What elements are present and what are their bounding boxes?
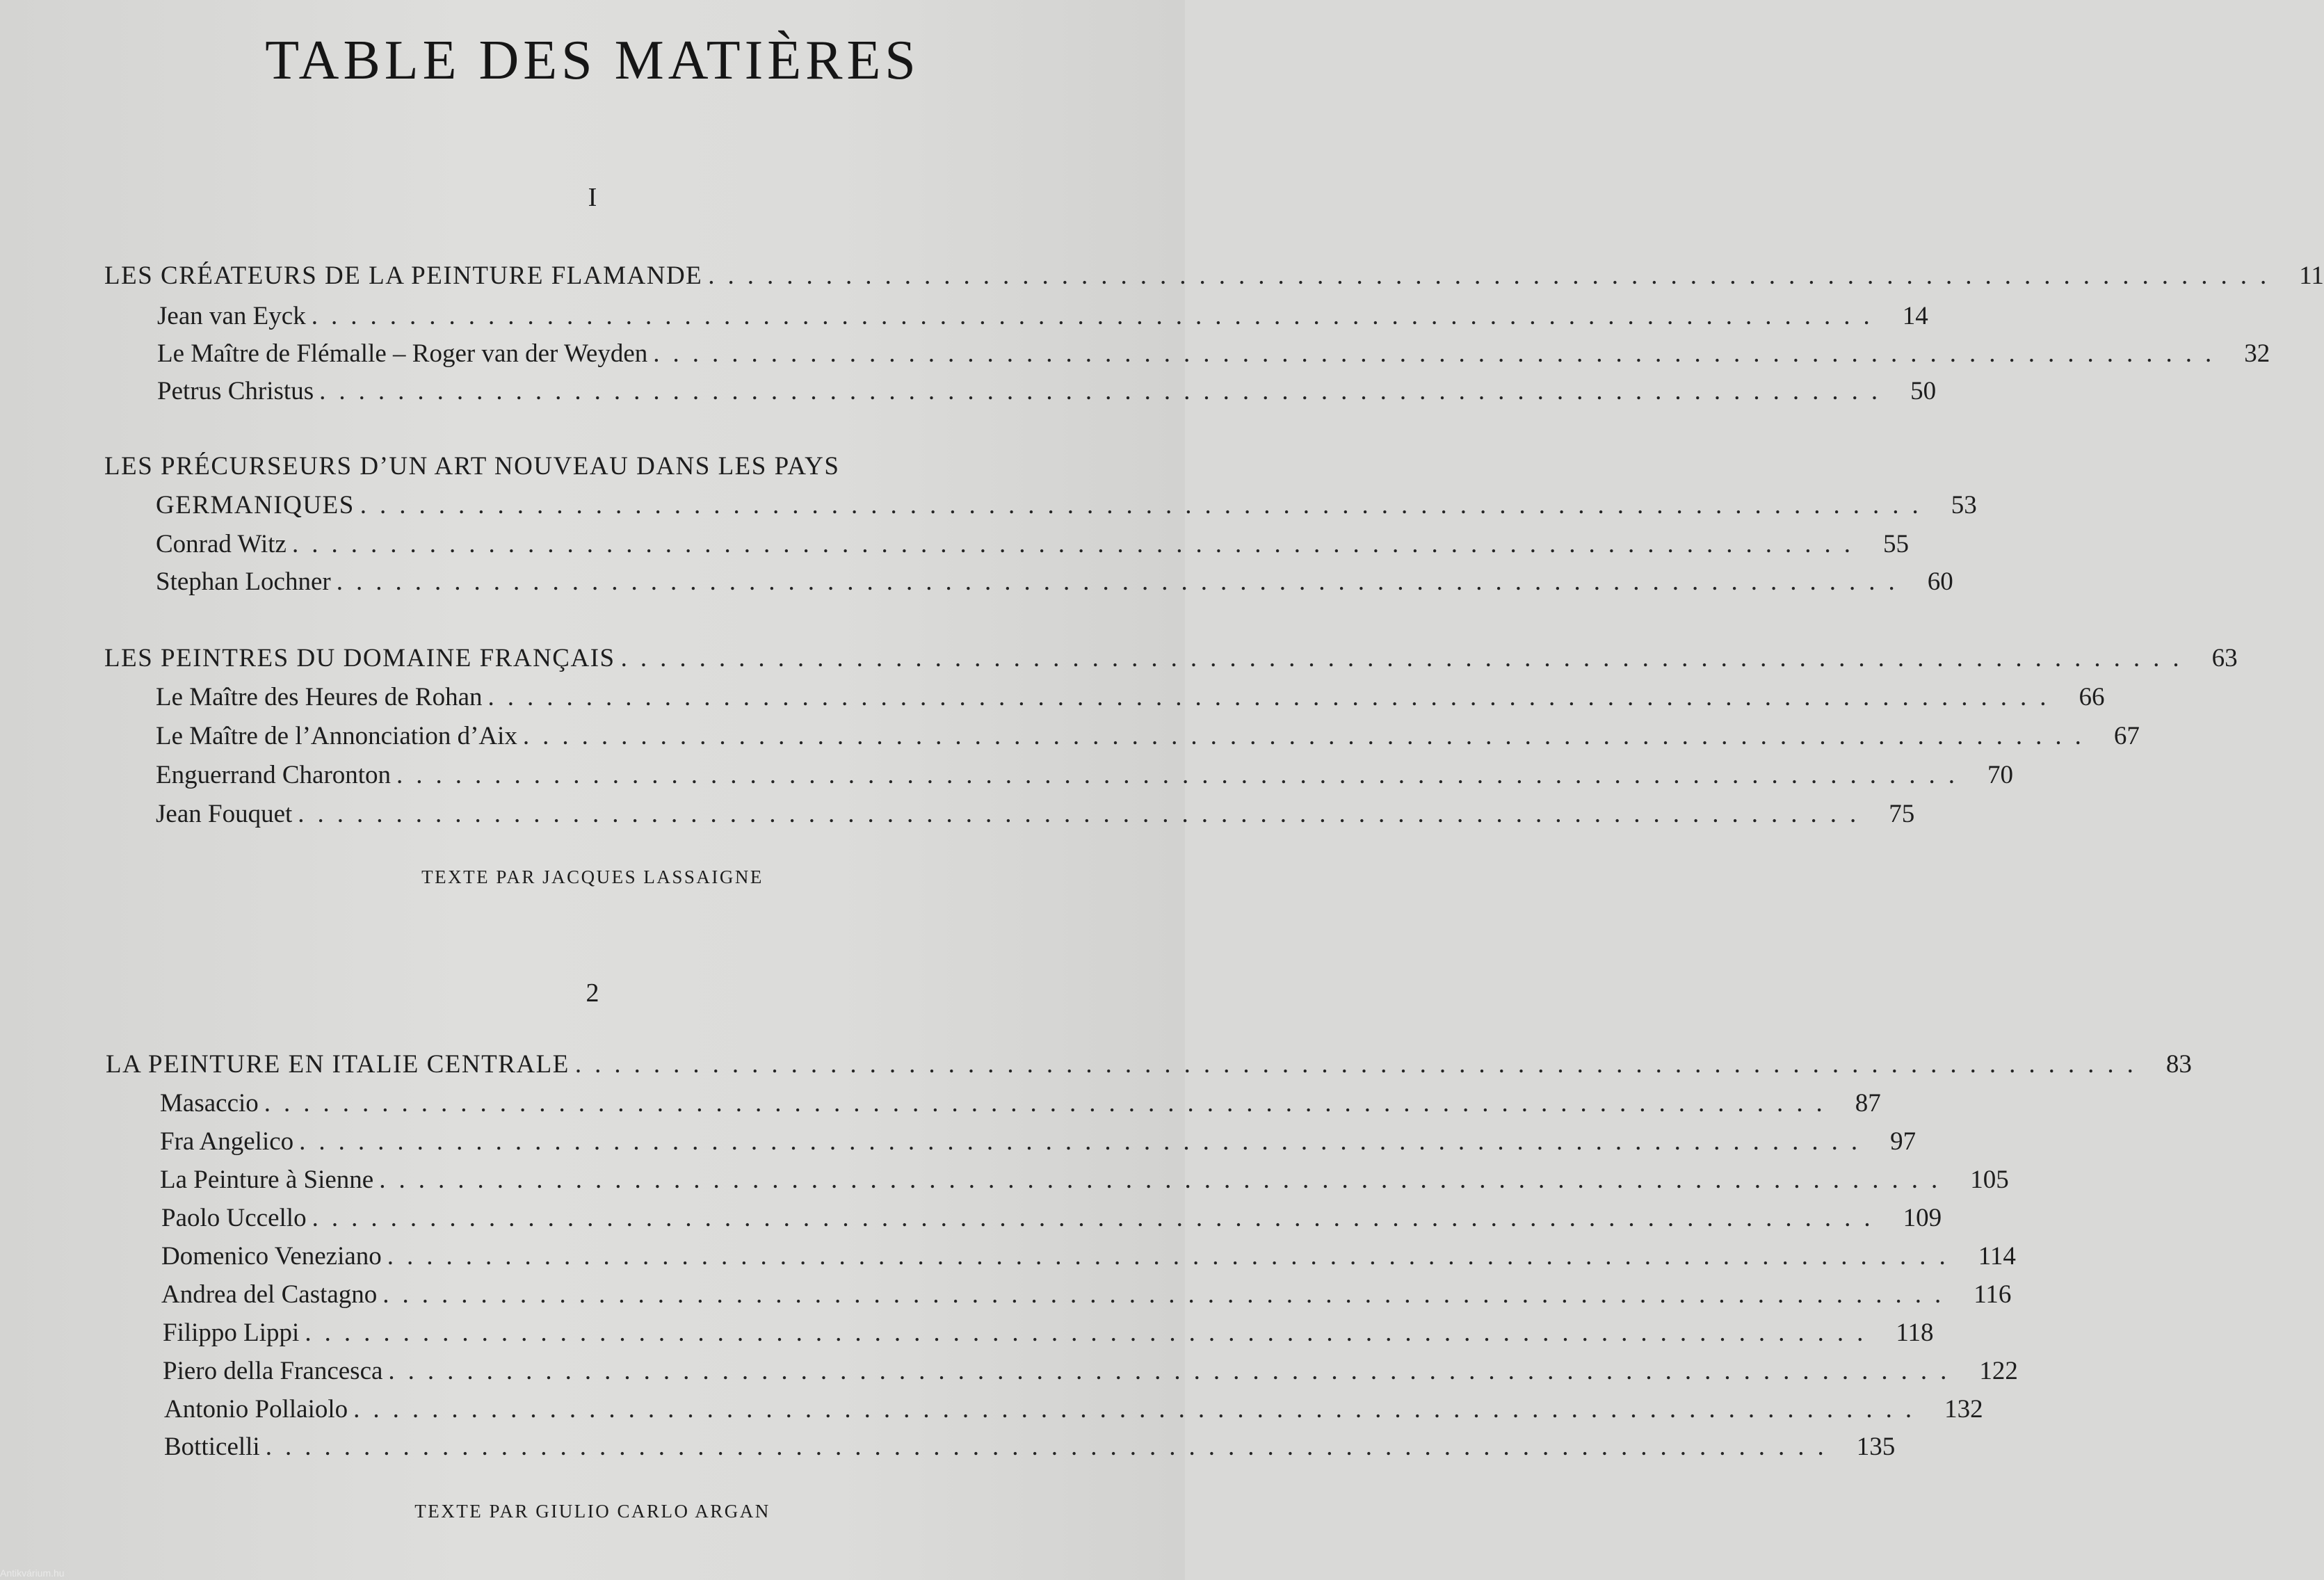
toc-section-heading <box>104 641 2238 676</box>
page-number: 75 <box>1889 800 1915 828</box>
toc-section-heading <box>106 1047 2192 1082</box>
toc-entry <box>156 527 1909 562</box>
dot-leader: ................................................................................ <box>298 800 1870 828</box>
entry-title: Le Maître des Heures de Rohan <box>156 683 483 711</box>
page-number: 135 <box>1856 1433 1896 1461</box>
dot-leader: ................................................................................ <box>299 1127 1871 1156</box>
section-title: LES PEINTRES DU DOMAINE FRANÇAIS <box>104 644 615 672</box>
entry-title: Stephan Lochner <box>156 567 331 596</box>
page-number: 70 <box>1987 761 2014 789</box>
dot-leader: ................................................................................ <box>387 1242 1959 1271</box>
entry-title: Piero della Francesca <box>163 1357 383 1385</box>
author-credit: TEXTE PAR JACQUES LASSAIGNE <box>421 866 764 887</box>
toc-entry <box>161 1277 2012 1312</box>
toc-entry <box>164 1430 1896 1465</box>
entry-title: Jean Fouquet <box>156 800 293 828</box>
page-number: 14 <box>1902 302 1928 330</box>
toc-entry <box>163 1316 1934 1351</box>
dot-leader: ................................................................................ <box>311 302 1883 330</box>
entry-title: Antonio Pollaiolo <box>164 1395 348 1424</box>
dot-leader: ................................................................................ <box>265 1433 1837 1461</box>
entry-title: Conrad Witz <box>156 530 287 558</box>
dot-leader: ................................................................................ <box>522 722 2095 750</box>
entry-title: Masaccio <box>160 1089 259 1118</box>
entry-title: Domenico Veneziano <box>161 1242 382 1271</box>
page-number: 122 <box>1979 1357 2018 1385</box>
toc-section-heading <box>104 259 2324 293</box>
dot-leader: ................................................................................ <box>312 1204 1884 1232</box>
watermark: Antikvárium.hu <box>0 1567 65 1579</box>
toc-entry <box>156 758 2014 793</box>
dot-leader: ................................................................................ <box>708 261 2280 290</box>
part-number: I <box>588 183 597 212</box>
page-number: 105 <box>1970 1166 2009 1194</box>
page-number: 32 <box>2244 339 2270 368</box>
entry-title: Enguerrand Charonton <box>156 761 392 789</box>
page-number: 11 <box>2299 261 2324 290</box>
page-number: 66 <box>2079 683 2105 711</box>
page-number: 53 <box>1951 491 1977 519</box>
page-title: TABLE DES MATIÈRES <box>265 30 920 91</box>
dot-leader: ................................................................................ <box>336 567 1908 596</box>
section-title-continued: GERMANIQUES <box>156 491 355 519</box>
entry-title: Fra Angelico <box>160 1127 294 1156</box>
dot-leader: ................................................................................ <box>305 1319 1877 1347</box>
section-title: LA PEINTURE EN ITALIE CENTRALE <box>106 1050 570 1079</box>
page-number: 109 <box>1903 1204 1942 1232</box>
page-number: 55 <box>1882 530 1909 558</box>
toc-entry <box>163 1354 2018 1389</box>
toc-entry <box>164 1392 1983 1427</box>
dot-leader: ................................................................................ <box>620 644 2193 672</box>
entry-title: Jean van Eyck <box>157 302 306 330</box>
toc-entry <box>160 1124 1917 1159</box>
page-number: 132 <box>1944 1395 1983 1424</box>
dot-leader: ................................................................................ <box>360 491 1932 519</box>
entry-title: La Peinture à Sienne <box>160 1166 374 1194</box>
page-number: 97 <box>1890 1127 1917 1156</box>
page-number: 116 <box>1974 1280 2012 1309</box>
toc-entry <box>157 337 2270 371</box>
toc-entry <box>161 1239 2016 1274</box>
section-title: LES CRÉATEURS DE LA PEINTURE FLAMANDE <box>104 261 703 290</box>
toc-section-heading-continued <box>156 488 1977 523</box>
toc-entry <box>160 1163 2009 1198</box>
entry-title: Petrus Christus <box>157 377 314 405</box>
dot-leader: ................................................................................ <box>264 1089 1836 1118</box>
entry-title: Le Maître de l’Annonciation d’Aix <box>156 722 517 750</box>
toc-entry <box>157 374 1937 409</box>
dot-leader: ................................................................................ <box>574 1050 2147 1079</box>
dot-leader: ................................................................................ <box>388 1357 1960 1385</box>
author-credit: TEXTE PAR GIULIO CARLO ARGAN <box>414 1501 770 1522</box>
dot-leader: ................................................................................ <box>379 1166 1951 1194</box>
page-number: 114 <box>1978 1242 2016 1271</box>
toc-section-heading <box>104 449 1092 484</box>
toc-entry <box>156 797 1915 832</box>
toc-entry <box>160 1086 1881 1121</box>
dot-leader: ................................................................................ <box>291 530 1864 558</box>
dot-leader: ................................................................................ <box>487 683 2060 711</box>
dot-leader: ................................................................................ <box>382 1280 1955 1309</box>
toc-entry <box>157 299 1928 334</box>
entry-title: Paolo Uccello <box>161 1204 307 1232</box>
entry-title: Botticelli <box>164 1433 260 1461</box>
toc-entry <box>156 719 2140 754</box>
dot-leader: ................................................................................ <box>319 377 1891 405</box>
section-title: LES PRÉCURSEURS D’UN ART NOUVEAU DANS LES PAYS <box>104 452 840 481</box>
page-number: 60 <box>1927 567 1953 596</box>
page-number: 118 <box>1896 1319 1934 1347</box>
part-number: 2 <box>586 978 599 1008</box>
page-number: 63 <box>2211 644 2238 672</box>
toc-entry <box>156 565 1953 599</box>
page-number: 50 <box>1910 377 1937 405</box>
toc-entry <box>161 1201 1942 1236</box>
entry-title: Andrea del Castagno <box>161 1280 378 1309</box>
page-number: 83 <box>2165 1050 2192 1079</box>
dot-leader: ................................................................................ <box>653 339 2225 368</box>
dot-leader: ................................................................................ <box>396 761 1969 789</box>
page-number: 67 <box>2113 722 2140 750</box>
entry-title: Filippo Lippi <box>163 1319 300 1347</box>
page-number: 87 <box>1855 1089 1881 1118</box>
entry-title: Le Maître de Flémalle – Roger van der Weyden <box>157 339 648 368</box>
dot-leader: ................................................................................ <box>353 1395 1926 1424</box>
toc-entry <box>156 680 2105 715</box>
